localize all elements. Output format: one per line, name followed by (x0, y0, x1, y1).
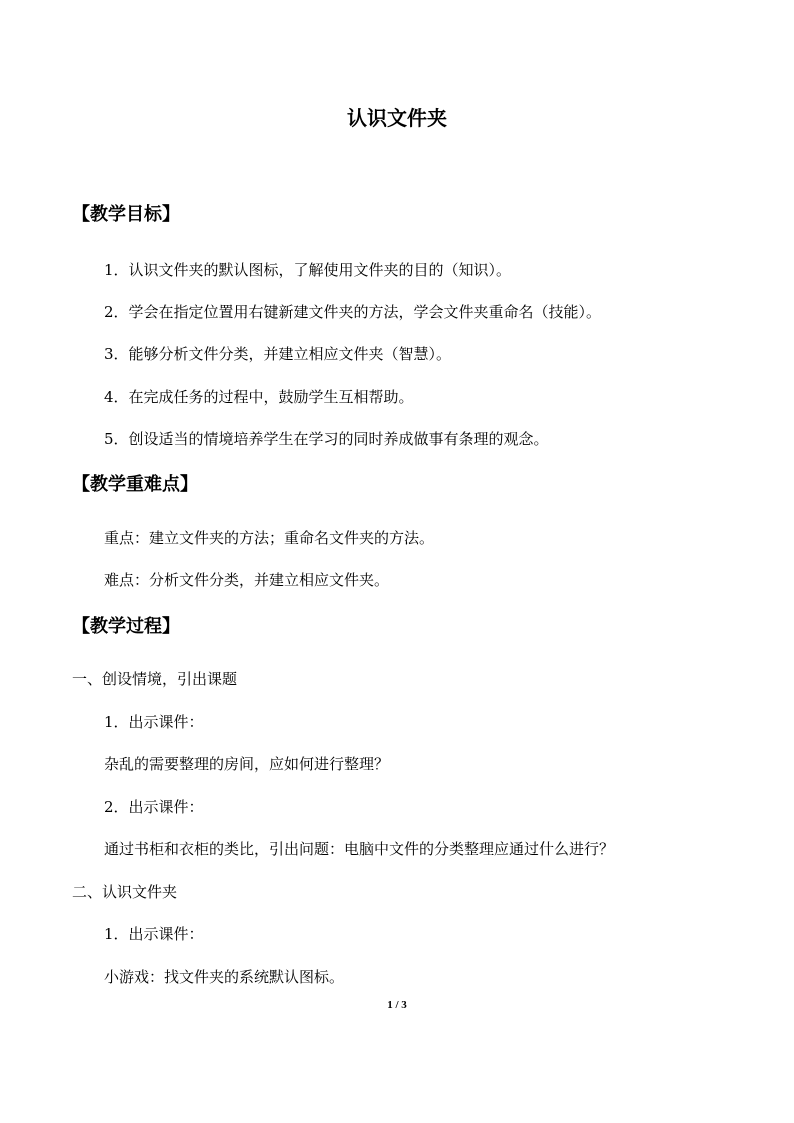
key-point-difficulty: 难点：分析文件分类，并建立相应文件夹。 (104, 571, 390, 589)
objective-item-1: 1．认识文件夹的默认图标，了解使用文件夹的目的（知识）。 (104, 261, 512, 279)
objective-item-5: 5．创设适当的情境培养学生在学习的同时养成做事有条理的观念。 (104, 430, 549, 448)
heading-key-points: 【教学重难点】 (72, 474, 198, 495)
page-number: 1 / 3 (387, 999, 407, 1011)
key-point-focus: 重点：建立文件夹的方法；重命名文件夹的方法。 (104, 529, 435, 547)
section1-step1-text: 杂乱的需要整理的房间，应如何进行整理？ (104, 755, 390, 773)
objective-item-3: 3．能够分析文件分类，并建立相应文件夹（智慧）。 (104, 345, 452, 363)
heading-process: 【教学过程】 (72, 616, 180, 637)
section-title-2: 二、认识文件夹 (72, 883, 178, 901)
heading-objectives: 【教学目标】 (72, 204, 180, 225)
section1-step1-label: 1．出示课件： (104, 713, 204, 731)
section1-step2-text: 通过书柜和衣柜的类比，引出问题：电脑中文件的分类整理应通过什么进行？ (104, 840, 615, 858)
objective-item-4: 4．在完成任务的过程中，鼓励学生互相帮助。 (104, 388, 414, 406)
section2-step1-text: 小游戏：找文件夹的系统默认图标。 (104, 968, 345, 986)
section1-step2-label: 2．出示课件： (104, 798, 204, 816)
document-title: 认识文件夹 (347, 106, 447, 130)
section-title-1: 一、创设情境，引出课题 (72, 670, 238, 688)
objective-item-2: 2．学会在指定位置用右键新建文件夹的方法，学会文件夹重命名（技能）。 (104, 303, 602, 321)
section2-step1-label: 1．出示课件： (104, 925, 204, 943)
